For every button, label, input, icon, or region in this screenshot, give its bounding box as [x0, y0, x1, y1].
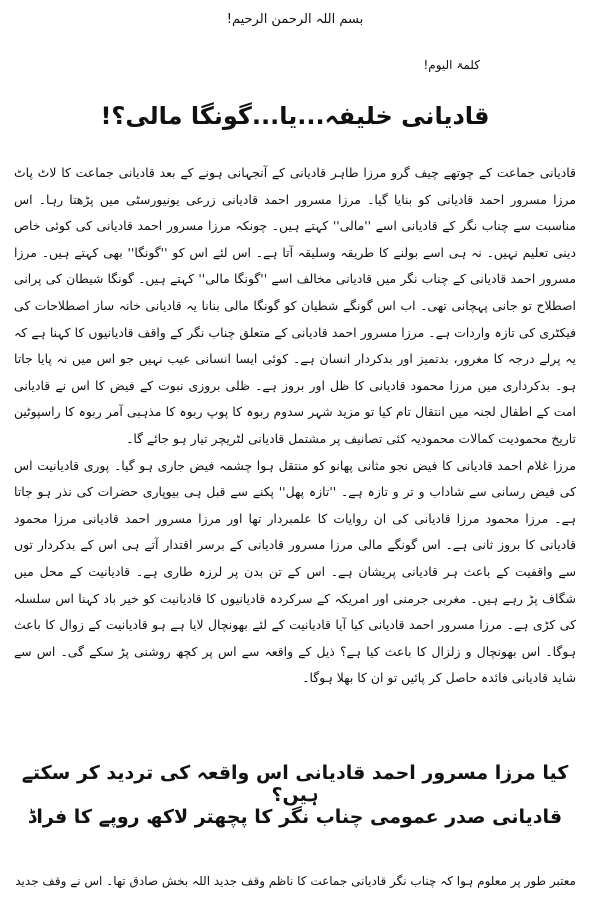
article-title: قادیانی خلیفہ...یا...گونگا مالی؟! — [100, 102, 490, 130]
paragraph: مرزا غلام احمد قادیانی کا فیض نجو مثانی پھانو کو منتقل ہوا چشمہ فیض جاری ہو گیا۔ پوری قادیانیت اس کی فیض رسانی سے شاداب و تر و تازہ ہے۔ ''تازہ پھل'' پکنے سے قبل ہی بیوپاری حضرات کی نذر ہو جاتا ہے۔ مرزا محمود مرزا قادیانی کی ان روایات کا علمبردار تھا اور مرزا مسرور احمد قادیانی مرزا محمود قادیانی کا بروز ثانی ہے۔ اس گونگے مالی مرزا مسرور قادیانی کے برسر اقتدار آتے ہی اس کے بدکردار توں سے واقفیت کے باعث ہر قادیانی پریشان ہے۔ اس کے تن بدن پر لرزہ طاری ہے۔ قادیانیت کے محل میں شگاف پڑ رہے ہیں۔ مغربی جرمنی اور امریکہ کے سرکردہ قادیانیوں کا قادیانیت کو خیر باد کہنا اس سلسلہ کی کڑی ہے۔ مرزا مسرور احمد قادیانی کیا آیا قادیانیت کے لئے بھونچال لایا ہے ہو قادیانیت کے زوال کا باعث ہوگا۔ اس بھونچال و زلزال کا باعث کیا ہے؟ ذیل کے واقعہ سے اس پر کچھ روشنی پڑ سکے گی۔ اس سے شاید قادیانی فائدہ حاصل کر پائیں تو ان کا بھلا ہوگا۔ — [14, 457, 576, 686]
paragraph: قادیانی جماعت کے چوتھے چیف گرو مرزا طاہر قادیانی کے آنجہانی ہونے کے بعد قادیانی جماعت کا لاٹ پاٹ مرزا مسرور احمد قادیانی کو بنایا گیا۔ مرزا مسرور احمد قادیانی زرعی یونیورسٹی میں پڑھتا رہا۔ اس مناسبت سے چناب نگر کے قادیانی اسے ''مالی'' کہتے ہیں۔ چونکہ مرزا مسرور احمد قادیانی کی کوئی خاص دینی تعلیم نہیں۔ نہ ہی اسے بولنے کا طریقہ وسلیقہ آتا ہے۔ اس لئے اس کو ''گونگا'' بھی کہتے ہیں۔ مرزا مسرور احمد قادیانی کے چناب نگر میں قادیانی مخالف اسے ''گونگا مالی'' کہتے ہیں۔ گونگا شیطان کی پرانی اصطلاح تو جانی پہچانی تھی۔ اب اس گونگے شطیان کو گونگا مالی بنانا یہ قادیانی خانہ ساز اصطلاحات کی فیکٹری کی تازہ واردات ہے۔ مرزا مسرور احمد قادیانی کے متعلق چناب نگر کے واقف قادیانیوں کا کہنا ہے کہ یہ پرلے درجہ کا مغرور، بدتمیز اور بدکردار انسان ہے۔ کوئی ایسا انسانی عیب نہیں جو اس میں نہ پایا جاتا ہو۔ بدکرداری میں مرزا محمود قادیانی کا ظل اور بروز ہے۔ ظلی بروزی نبوت کے فیض کا اس نے قادیانی امت کے اطفال لجنہ میں انتقال تام کیا تو مزید شہر سدوم ربوہ کا پوپ ربوہ کا مذہبی آمر ربوہ کا راسپوٹین تاریخ محمودیت کمالات محمودیہ کئی تصانیف پر مشتمل قادیانی لٹریچر تیار ہو جائے گا۔ — [14, 165, 576, 446]
article-continuation: معتبر طور پر معلوم ہوا کہ چناب نگر قادیانی جماعت کا ناظم وقف جدید اللہ بخش صادق تھا۔ اس نے وقف جدید — [15, 874, 576, 888]
subheading-question: کیا مرزا مسرور احمد قادیانی اس واقعہ کی تردید کر سکتے ہیں؟ — [21, 762, 569, 806]
subheading-fraud: قادیانی صدر عمومی چناب نگر کا پچھتر لاکھ روپے کا فراڈ — [27, 806, 563, 828]
bismillah-heading: بسم اللہ الرحمن الرحیم! — [226, 12, 364, 27]
article-body — [14, 160, 576, 692]
column-name: کلمۃ الیوم! — [423, 58, 480, 72]
